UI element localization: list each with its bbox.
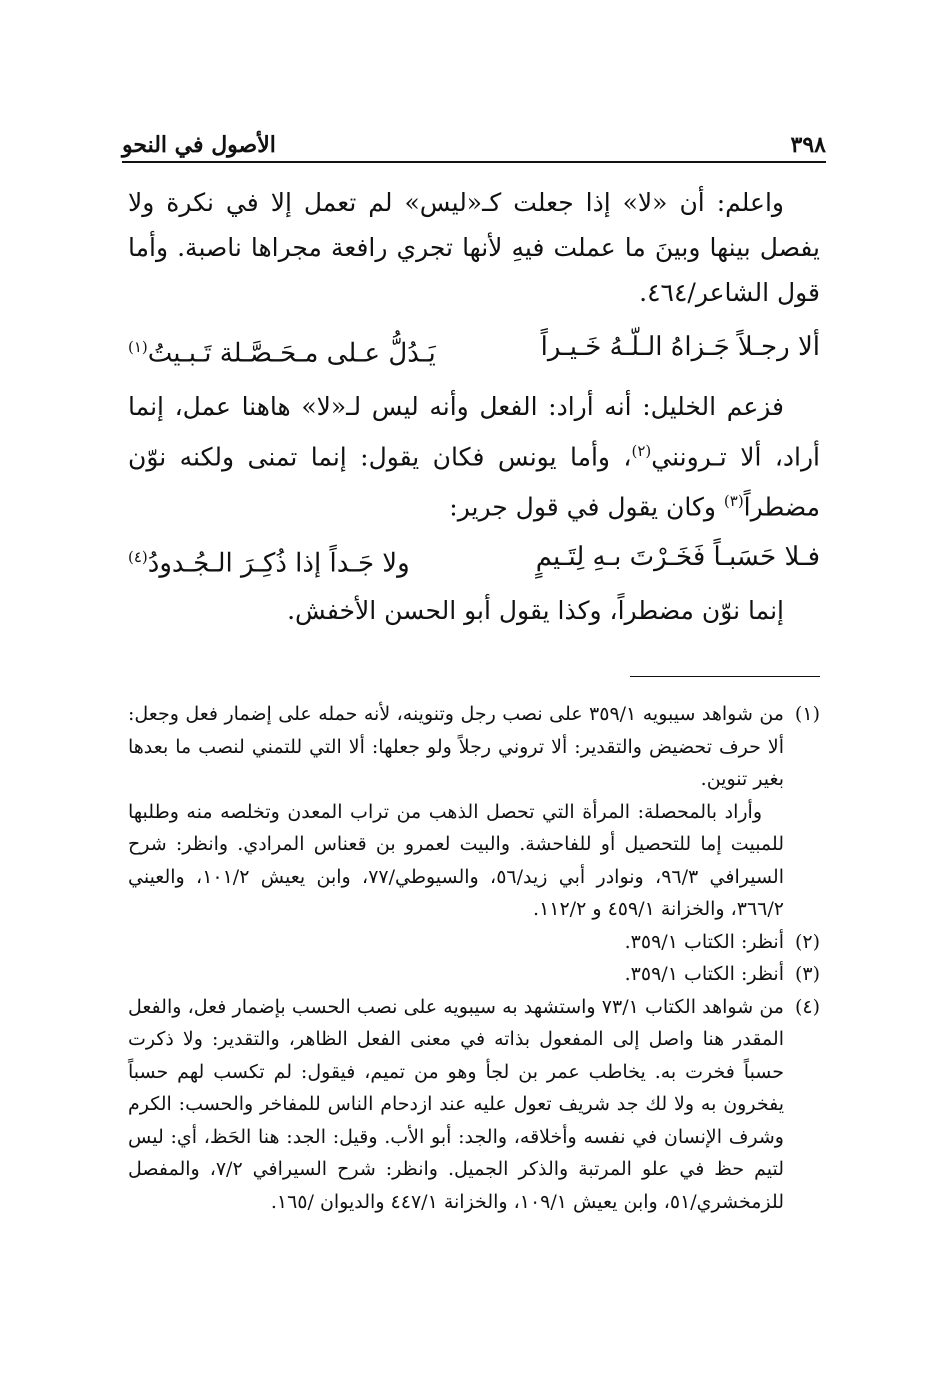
page-number: ٣٩٨: [790, 132, 826, 158]
footnote-number: (٣): [794, 963, 820, 985]
footnotes: [128, 698, 820, 1218]
verse-1-hemistich-1: ألا رجـلاً جَـزاهُ الـلّـهُ خَـيـراً: [540, 332, 820, 362]
paragraph-2: [128, 384, 820, 530]
paragraph-2-part-1: فزعم الخليل: أنه أراد: الفعل وأنه ليس لـ«لا» هاهنا عمل، إنما أراد، ألا تـرونني: [128, 391, 820, 471]
verse-2-hemistich-2-text: ولا جَـداً إذا ذُكِـرَ الـجُـدودُ: [147, 548, 410, 579]
footnote-ref-1: (١): [128, 338, 148, 356]
verse-1-hemistich-2-text: يَـدُلُّ عـلى مـحَـصَّـلة تَـبـيتُ: [147, 338, 436, 369]
verse-1: [128, 323, 820, 378]
running-title: الأصول في النحو: [122, 132, 276, 158]
footnote-3: [128, 958, 820, 991]
verse-2: [128, 533, 820, 588]
header-divider: [122, 161, 826, 163]
footnote-divider: [630, 676, 820, 677]
footnote-1-continuation: وأراد بالمحصلة: المرأة التي تحصل الذهب من تراب المعدن وتخلصه منه وطلبها للمبيت إما للتحصيل أو للفاحشة. والبيت لعمرو بن قعناس المرادي. وانظر: شرح السيرافي ٩٦/٣، ونوادر أبي زيد/٥٦، والسيوطي/٧٧، وابن يعيش ١٠١/٢، والعيني ٣٦٦/٢، والخزانة ٤٥٩/١ و ١١٢/٢.: [128, 800, 784, 920]
footnote-ref-4: (٤): [128, 548, 148, 567]
footnote-4: [128, 991, 820, 1219]
footnote-2: [128, 926, 820, 959]
footnote-ref-3: (٣): [723, 491, 744, 510]
footnote-1: [128, 698, 820, 796]
paragraph-1: واعلم: أن «لا» إذا جعلت كـ«ليس» لم تعمل إلا في نكرة ولا يفصل بينها وبينَ ما عملت فيهِ لأنها تجري رافعة مجراها ناصبة. وأما قول الشاعر/٤٦٤.: [128, 188, 820, 307]
verse-2-hemistich-1: فـلا حَسَبـاً فَخَـرْتَ بـهِ لِتَـيمٍ: [535, 542, 820, 573]
footnote-text: أنظر: الكتاب ٣٥٩/١.: [624, 963, 784, 985]
footnote-ref-2: (٢): [631, 441, 652, 460]
verse-2-hemistich-2: [128, 533, 410, 588]
main-text: [128, 180, 820, 633]
footnote-text: من شواهد الكتاب ٧٣/١ واستشهد به سيبويه على نصب الحسب بإضمار فعل، والفعل المقدر هنا واصل إلى المفعول بذاته في معنى الفعل الظاهر، والتقدير: ولا ذكرت حسباً فخرت به. يخاطب عمر بن لجأ وهو من تميم، فيقول: لم تكسب لهم حسباً يفخرون به ولا لك جد شريف تعول عليه عند ازدحام الناس للمفاخر والحسب: الكرم وشرف الإنسان في نفسه وأخلاقه، والجد: أبو الأب. وقيل: الجد: هنا الحَظ، أي: ليس لتيم حظ في علو المرتبة والذكر الجميل. وانظر: شرح السيرافي ٧/٢، والمفصل للزمخشري/٥١، وابن يعيش ١٠٩/١، والخزانة ٤٤٧/١ والديوان /١٦٥.: [128, 995, 784, 1213]
footnote-number: (١): [794, 703, 820, 725]
footnote-number: (٤): [794, 995, 820, 1018]
verse-1-hemistich-2: [128, 323, 436, 378]
paragraph-2-part-3: وكان يقول في قول جرير:: [449, 492, 724, 522]
footnote-number: (٢): [794, 930, 820, 953]
footnote-text: من شواهد سيبويه ٣٥٩/١ على نصب رجل وتنوينه، لأنه حمله على إضمار فعل وجعل: ألا حرف تحضيض والتقدير: ألا تروني رجلاً ولو جعلها: ألا التي للتمني لنصب ما بعدها بغير تنوين.: [128, 703, 784, 790]
paragraph-3: إنما نوّن مضطراً، وكذا يقول أبو الحسن الأخفش.: [287, 595, 784, 625]
paragraph-2-part-2: ، وأما يونس فكان يقول: إنما تمنى ولكنه نوّن مضطراً: [128, 441, 820, 522]
footnote-text: أنظر: الكتاب ٣٥٩/١.: [624, 930, 784, 953]
page-header: [122, 118, 826, 158]
